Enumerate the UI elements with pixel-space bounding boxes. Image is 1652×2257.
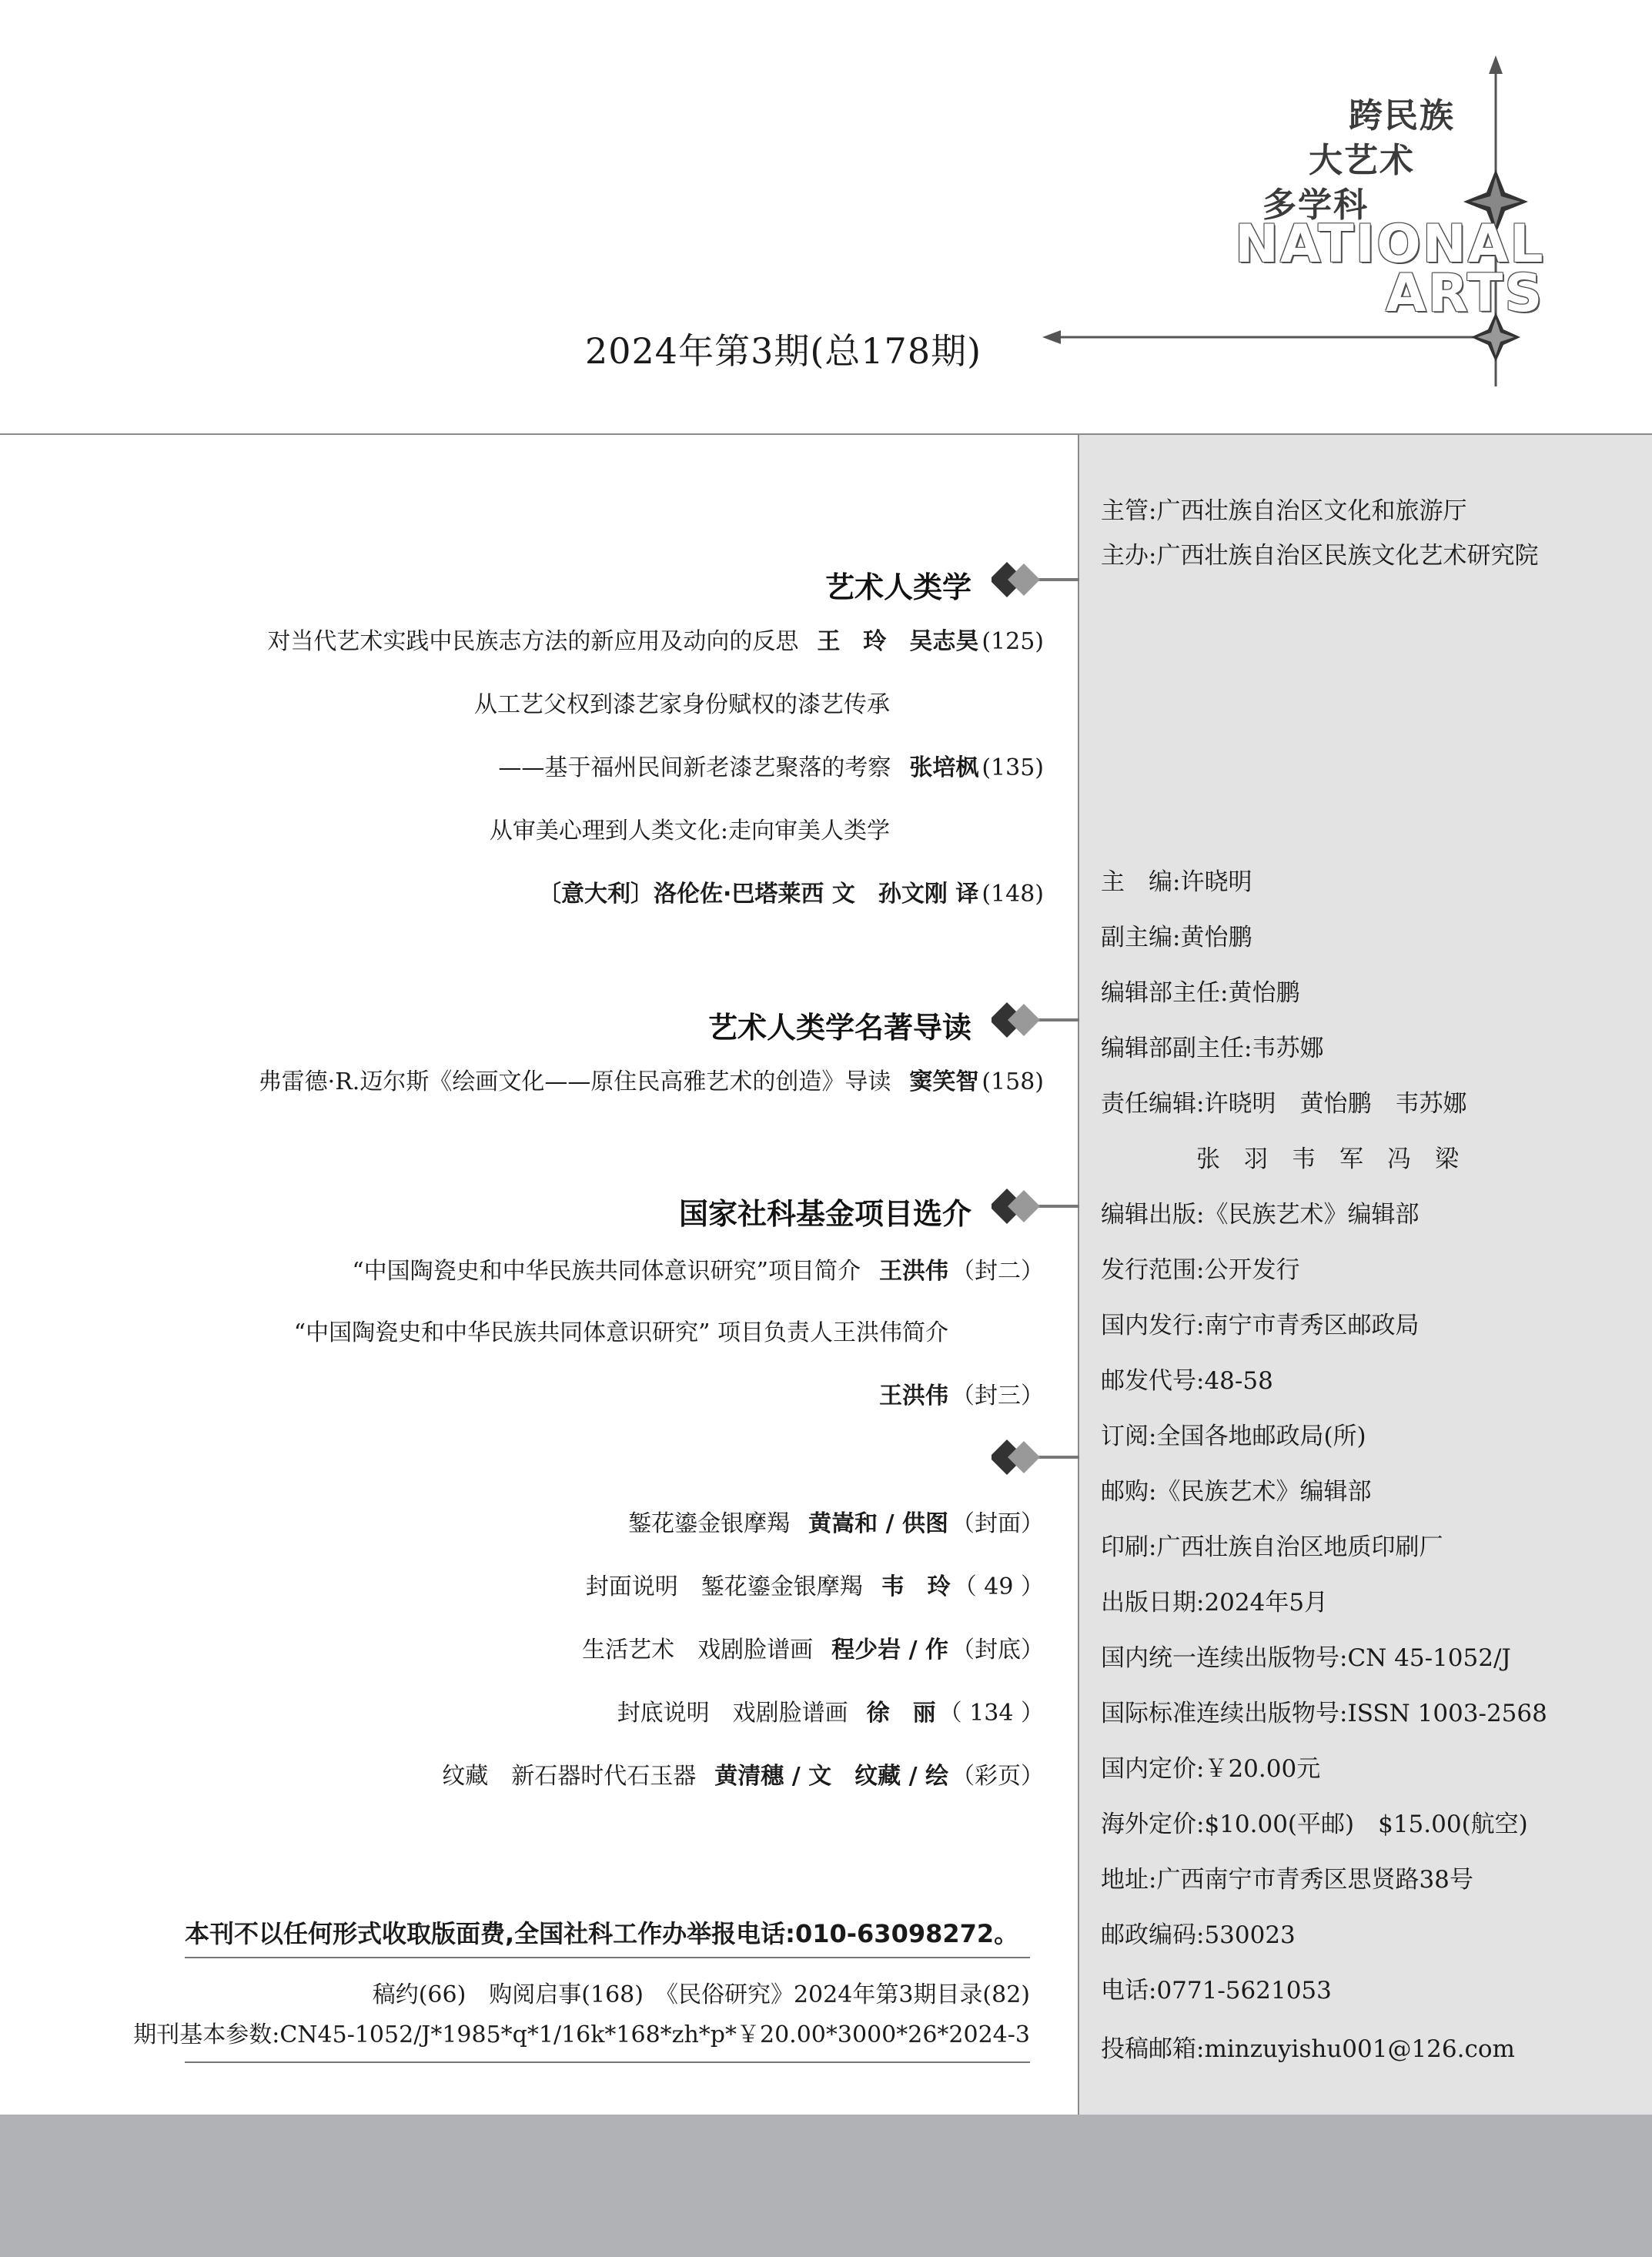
info-domestic-distribution: 国内发行:南宁市青秀区邮政局	[1101, 1312, 1420, 1339]
toc-title: 纹藏 新石器时代石玉器	[442, 1763, 697, 1790]
toc-author: 〔意大利〕洛伦佐·巴塔莱西 文 孙文刚 译	[538, 881, 979, 908]
info-printer: 印刷:广西壮族自治区地质印刷厂	[1101, 1533, 1443, 1561]
info-supervisor: 主管:广西壮族自治区文化和旅游厅	[1101, 497, 1467, 525]
info-phone: 电话:0771-5621053	[1101, 1977, 1332, 2005]
toc-title: 封面说明 錾花鎏金银摩羯	[585, 1573, 863, 1600]
info-postal-code: 邮发代号:48-58	[1101, 1367, 1273, 1395]
info-dept-director: 编辑部主任:黄怡鹏	[1101, 979, 1300, 1007]
slogan-line-2: 大艺术	[1309, 141, 1415, 180]
toc-entry[interactable]	[628, 1504, 1044, 1538]
toc-page: (135)	[982, 754, 1044, 781]
section-marker-icon	[992, 1001, 1079, 1039]
info-dept-deputy-director: 编辑部副主任:韦苏娜	[1101, 1035, 1324, 1062]
toc-page: （ 134 ）	[938, 1700, 1044, 1727]
info-responsible-editors: 责任编辑:许晓明 黄怡鹏 韦苏娜	[1101, 1090, 1467, 1118]
section-marker-icon	[992, 1438, 1079, 1476]
toc-author: 韦 玲	[881, 1573, 951, 1600]
toc-title: ——基于福州民间新老漆艺聚落的考察	[498, 754, 891, 781]
toc-title: 从审美心理到人类文化:走向审美人类学	[489, 818, 890, 844]
info-subscription: 订阅:全国各地邮政局(所)	[1101, 1423, 1366, 1450]
toc-entry[interactable]	[586, 1567, 1044, 1601]
toc-author: 王洪伟	[879, 1258, 948, 1285]
toc-entry[interactable]	[259, 1062, 1044, 1096]
section-marker-icon	[992, 560, 1079, 599]
toc-author: 徐 丽	[866, 1700, 936, 1727]
toc-page: （ 49 ）	[953, 1573, 1044, 1600]
toc-page: （封二）	[951, 1258, 1044, 1285]
toc-page: （封面）	[951, 1510, 1044, 1537]
info-domestic-price: 国内定价:￥20.00元	[1101, 1755, 1321, 1783]
footer-rule-top	[185, 1957, 1030, 1958]
footer-journal-params: 期刊基本参数:CN45-1052/J*1985*q*1/16k*168*zh*p*￥20.00*3000*26*2024-3	[133, 2021, 1030, 2048]
toc-page: (158)	[982, 1068, 1044, 1095]
toc-entry[interactable]	[352, 1252, 1044, 1286]
info-sponsor: 主办:广西壮族自治区民族文化艺术研究院	[1101, 542, 1539, 570]
section-title-social-science-fund: 国家社科基金项目选介	[678, 1197, 971, 1231]
brand-arts: ARTS	[1386, 263, 1544, 324]
toc-title: 生活艺术 戏剧脸谱画	[582, 1637, 814, 1663]
info-issn: 国际标准连续出版物号:ISSN 1003-2568	[1101, 1700, 1547, 1727]
toc-author: 张培枫	[909, 754, 979, 781]
toc-entry[interactable]	[490, 811, 890, 845]
bottom-band	[0, 2115, 1652, 2257]
info-publisher: 编辑出版:《民族艺术》编辑部	[1101, 1201, 1420, 1229]
footer-rule-bottom	[185, 2061, 1030, 2063]
info-publication-date: 出版日期:2024年5月	[1101, 1589, 1329, 1617]
toc-title: 弗雷德·R.迈尔斯《绘画文化——原住民高雅艺术的创造》导读	[258, 1068, 891, 1095]
toc-title: “中国陶瓷史和中华民族共同体意识研究” 项目负责人王洪伟简介	[293, 1319, 948, 1346]
toc-title: 封底说明 戏剧脸谱画	[617, 1700, 848, 1727]
toc-page: （彩页）	[951, 1763, 1044, 1790]
toc-title: 从工艺父权到漆艺家身份赋权的漆艺传承	[474, 691, 890, 718]
toc-entry[interactable]	[582, 1630, 1044, 1664]
toc-entry[interactable]	[538, 874, 1044, 908]
toc-entry[interactable]	[267, 622, 1044, 656]
toc-author: 黄清穗 / 文 纹藏 / 绘	[714, 1763, 948, 1790]
toc-author: 程少岩 / 作	[831, 1637, 948, 1663]
toc-entry[interactable]	[294, 1313, 948, 1347]
toc-entry[interactable]	[498, 748, 1044, 782]
issue-number: 2024年第3期(总178期)	[585, 330, 982, 372]
toc-entry[interactable]	[474, 685, 890, 719]
info-cn-number: 国内统一连续出版物号:CN 45-1052/J	[1101, 1644, 1511, 1672]
info-responsible-editors-cont: 张 羽 韦 军 冯 梁	[1101, 1145, 1459, 1173]
section-title-classics-guide: 艺术人类学名著导读	[707, 1011, 971, 1045]
info-deputy-editor: 副主编:黄怡鹏	[1101, 924, 1252, 951]
info-zip-code: 邮政编码:530023	[1101, 1921, 1296, 1949]
slogan-line-1: 跨民族	[1349, 96, 1455, 135]
section-marker-icon	[992, 1187, 1079, 1225]
fee-notice: 本刊不以任何形式收取版面费,全国社科工作办举报电话:010-63098272。	[185, 1919, 1019, 1948]
footer-misc-pages: 稿约(66) 购阅启事(168) 《民俗研究》2024年第3期目录(82)	[372, 1981, 1030, 2008]
toc-author: 王 玲 吴志昊	[817, 628, 979, 655]
info-address: 地址:广西南宁市青秀区思贤路38号	[1101, 1866, 1473, 1894]
info-editor-in-chief: 主 编:许晓明	[1101, 868, 1252, 896]
toc-title: 对当代艺术实践中民族志方法的新应用及动向的反思	[267, 628, 799, 655]
section-title-art-anthropology: 艺术人类学	[824, 570, 971, 604]
info-email: 投稿邮箱:minzuyishu001@126.com	[1101, 2035, 1515, 2063]
toc-author: 黄嵩和 / 供图	[808, 1510, 948, 1537]
toc-page: (148)	[982, 881, 1044, 908]
toc-author: 窦笑智	[909, 1068, 979, 1095]
info-mail-order: 邮购:《民族艺术》编辑部	[1101, 1478, 1372, 1506]
toc-title: 錾花鎏金银摩羯	[628, 1510, 791, 1537]
masthead	[0, 0, 1652, 431]
toc-entry[interactable]	[861, 1376, 1044, 1410]
toc-page: （封底）	[951, 1637, 1044, 1663]
toc-title: “中国陶瓷史和中华民族共同体意识研究”项目简介	[352, 1258, 861, 1285]
toc-page: （封三）	[951, 1383, 1044, 1409]
toc-entry[interactable]	[442, 1757, 1044, 1791]
toc-entry[interactable]	[617, 1694, 1044, 1727]
toc-author: 王洪伟	[879, 1383, 948, 1409]
toc-page: (125)	[982, 628, 1044, 655]
slogan-line-3: 多学科	[1262, 186, 1369, 225]
info-overseas-price: 海外定价:$10.00(平邮) $15.00(航空)	[1101, 1811, 1528, 1838]
brand-national: NATIONAL	[1235, 214, 1545, 275]
info-distribution-scope: 发行范围:公开发行	[1101, 1256, 1300, 1284]
